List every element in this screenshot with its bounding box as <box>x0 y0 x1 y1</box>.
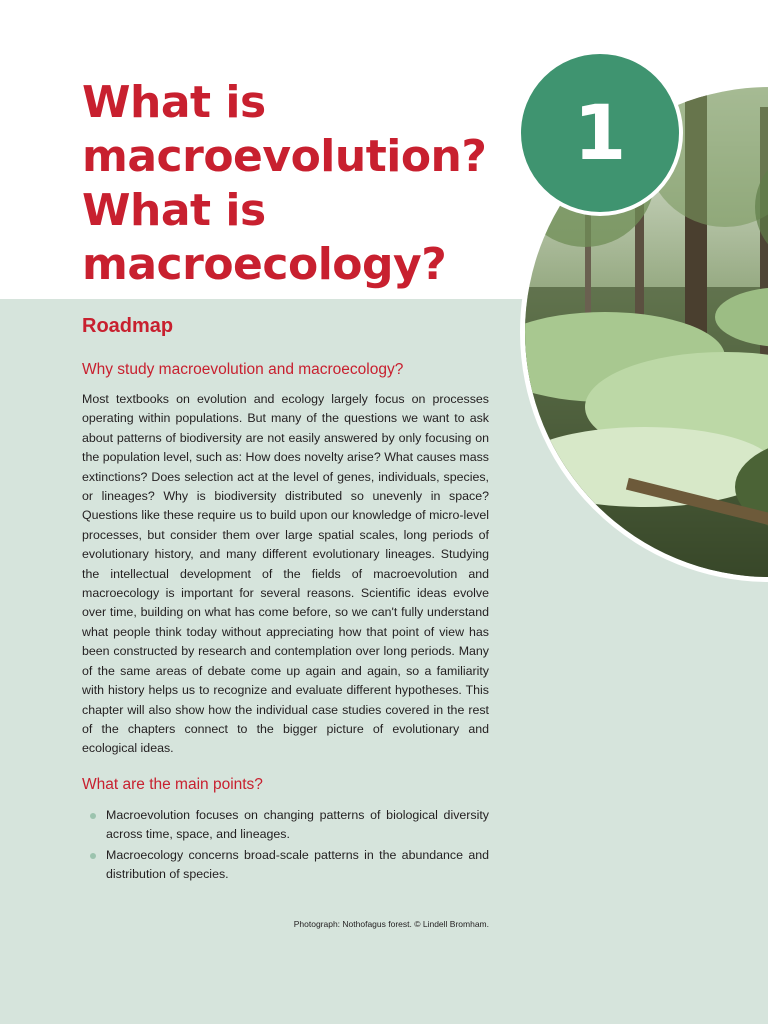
chapter-number-badge <box>517 50 683 216</box>
main-point-text: Macroevolution focuses on changing patterns of biological diversity across time, space, and lineages. <box>106 808 489 842</box>
list-item <box>82 846 489 885</box>
why-study-heading: Why study macroevolution and macroecology? <box>82 361 404 378</box>
why-study-paragraph: Most textbooks on evolution and ecology largely focus on processes operating within populations. But many of the questions we want to ask about patterns of biodiversity are not easily answered by only focusing on the population level, such as: How does novelty arise? What causes mass extinctions? Does selection act at the level of genes, individuals, species, or lineages? Why is biodiversity distributed so unevenly in space? Questions like these require us to build upon our knowledge of micro-level processes, but consider them over large spatial scales, long periods of evolutionary history, and many different evolutionary lineages. Studying the intellectual development of the fields of macroevolution and macroecology is important for several reasons. Scientific ideas evolve over time, building on what has come before, so we can't fully understand what people think today without appreciating how that point of view has been constructed by research and contemplation over long periods. Many of the same areas of debate come up again and again, so a familiarity with history helps us to recognize and evaluate different hypotheses. This chapter will also show how the individual case studies covered in the rest of the chapters connect to the bigger picture of evolutionary and ecological ideas. <box>82 392 489 756</box>
photo-caption: Photograph: Nothofagus forest. © Lindell Bromham. <box>293 919 489 929</box>
main-points-heading: What are the main points? <box>82 776 263 793</box>
list-item <box>82 806 489 845</box>
main-points-list <box>82 806 489 886</box>
chapter-title: What is macroevolution? What is macroecology? <box>82 77 487 290</box>
roadmap-heading: Roadmap <box>82 315 174 337</box>
bullet-icon <box>90 853 96 859</box>
main-point-text: Macroecology concerns broad-scale patterns in the abundance and distribution of species. <box>106 847 489 882</box>
bullet-icon <box>90 813 96 819</box>
chapter-number: 1 <box>573 88 627 177</box>
